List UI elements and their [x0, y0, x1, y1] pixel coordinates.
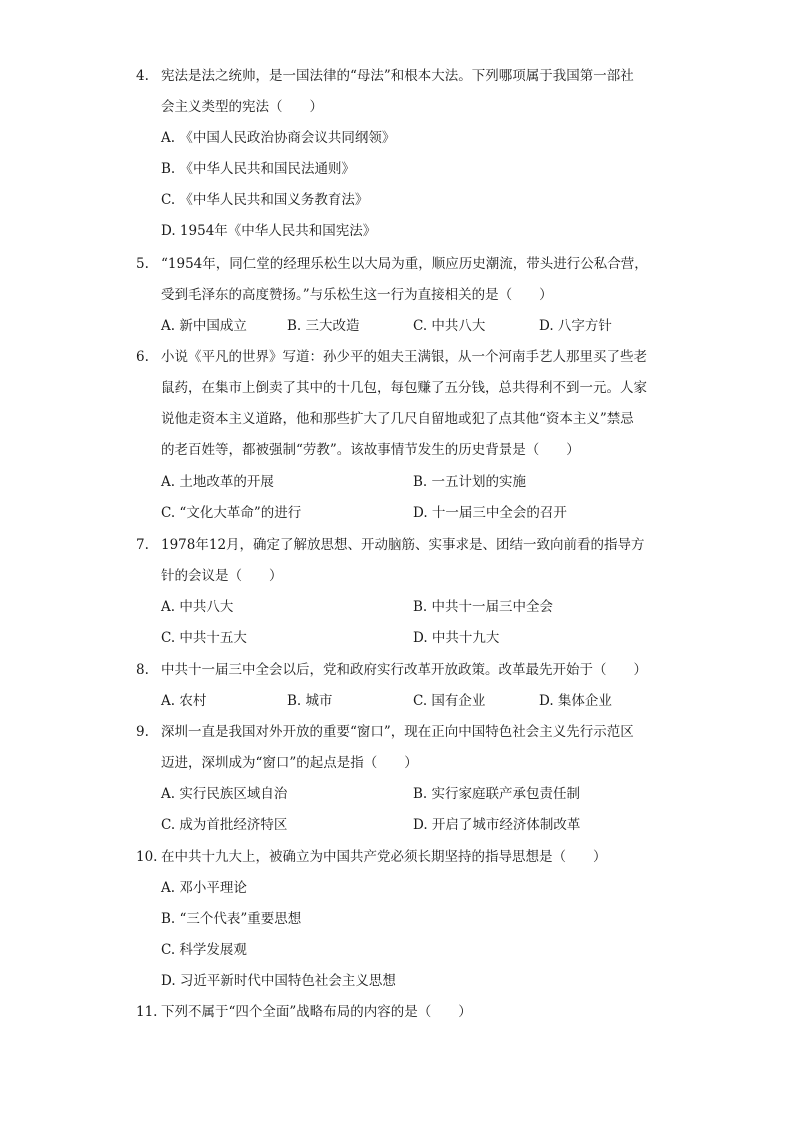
question-stem-line: 会主义类型的宪法（ ）: [161, 99, 323, 115]
option-a[interactable]: A. 实行民族区域自治: [161, 786, 288, 802]
option-a[interactable]: A. 中共八大: [161, 599, 234, 615]
option-d[interactable]: D. 八字方针: [539, 318, 612, 334]
question-stem-line: 说他走资本主义道路，他和那些扩大了几尺自留地或犯了点其他“资本主义”禁忌: [161, 411, 634, 427]
question-stem-line: 中共十一届三中全会以后，党和政府实行改革开放政策。改革最先开始于（ ）: [161, 662, 647, 678]
option-b[interactable]: B. 一五计划的实施: [413, 474, 527, 490]
question-stem-line: 鼠药，在集市上倒卖了其中的十几包，每包赚了五分钱，总共得利不到一元。人家: [161, 380, 647, 396]
option-b[interactable]: B. 中共十一届三中全会: [413, 599, 554, 615]
option-b[interactable]: B. 城市: [287, 693, 333, 709]
option-a[interactable]: A. 土地改革的开展: [161, 474, 274, 490]
question-number: 4.: [136, 68, 149, 84]
question-stem-line: 小说《平凡的世界》写道：孙少平的姐夫王满银，从一个河南手艺人那里买了些老: [161, 349, 647, 365]
option-d[interactable]: D. 习近平新时代中国特色社会主义思想: [161, 973, 396, 989]
question-stem-line: 1978年12月，确定了解放思想、开动脑筋、实事求是、团结一致向前看的指导方: [161, 537, 645, 553]
question-stem-line: 宪法是法之统帅，是一国法律的“母法”和根本大法。下列哪项属于我国第一部社: [161, 68, 634, 84]
option-b[interactable]: B. 《中华人民共和国民法通则》: [161, 161, 356, 177]
question-number: 7.: [136, 537, 149, 553]
question-stem-line: 迈进，深圳成为“窗口”的起点是指（ ）: [161, 755, 418, 771]
question-stem-line: 在中共十九大上，被确立为中国共产党必须长期坚持的指导思想是（ ）: [161, 849, 607, 865]
option-d[interactable]: D. 中共十九大: [413, 630, 500, 646]
question-stem-line: 针的会议是（ ）: [161, 568, 283, 584]
option-a[interactable]: A. 《中国人民政治协商会议共同纲领》: [161, 130, 396, 146]
question-number: 8.: [136, 662, 149, 678]
option-c[interactable]: C. 成为首批经济特区: [161, 817, 288, 833]
option-c[interactable]: C. 科学发展观: [161, 942, 247, 958]
option-b[interactable]: B. 实行家庭联产承包责任制: [413, 786, 581, 802]
option-d[interactable]: D. 集体企业: [539, 693, 612, 709]
option-d[interactable]: D. 开启了城市经济体制改革: [413, 817, 581, 833]
question-number: 10.: [136, 849, 158, 865]
option-c[interactable]: C. 中共八大: [413, 318, 486, 334]
option-a[interactable]: A. 邓小平理论: [161, 880, 247, 896]
option-d[interactable]: D. 十一届三中全会的召开: [413, 505, 567, 521]
question-stem-line: “1954年，同仁堂的经理乐松生以大局为重，顺应历史潮流，带头进行公私合营，: [161, 256, 648, 272]
option-c[interactable]: C. 《中华人民共和国义务教育法》: [161, 192, 369, 208]
question-stem-line: 的老百姓等，都被强制“劳教”。该故事情节发生的历史背景是（ ）: [161, 442, 580, 458]
question-number: 11.: [136, 1004, 158, 1020]
question-number: 9.: [136, 724, 149, 740]
option-b[interactable]: B. 三大改造: [287, 318, 360, 334]
question-number: 6.: [136, 349, 149, 365]
option-c[interactable]: C. “文化大革命”的进行: [161, 505, 302, 521]
option-a[interactable]: A. 新中国成立: [161, 318, 247, 334]
option-b[interactable]: B. “三个代表”重要思想: [161, 911, 302, 927]
option-d[interactable]: D. 1954年《中华人民共和国宪法》: [161, 223, 377, 239]
question-number: 5.: [136, 256, 149, 272]
option-c[interactable]: C. 中共十五大: [161, 630, 247, 646]
question-stem-line: 受到毛泽东的高度赞扬。”与乐松生这一行为直接相关的是（ ）: [161, 287, 553, 303]
question-stem-line: 下列不属于“四个全面”战略布局的内容的是（ ）: [161, 1004, 472, 1020]
option-c[interactable]: C. 国有企业: [413, 693, 486, 709]
question-stem-line: 深圳一直是我国对外开放的重要“窗口”，现在正向中国特色社会主义先行示范区: [161, 724, 634, 740]
option-a[interactable]: A. 农村: [161, 693, 207, 709]
